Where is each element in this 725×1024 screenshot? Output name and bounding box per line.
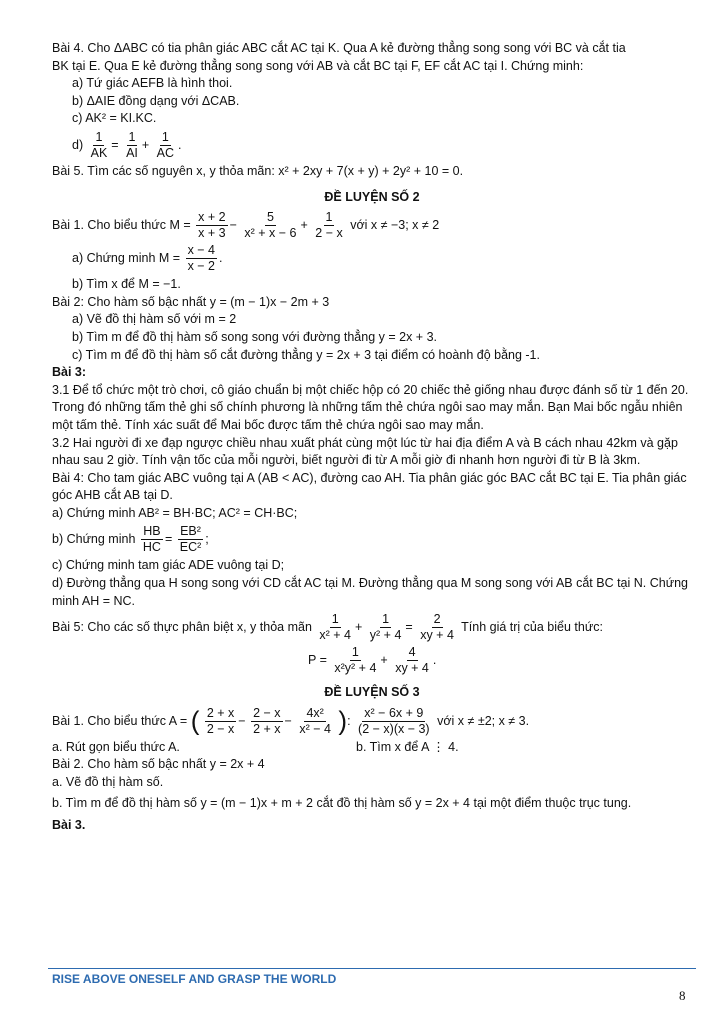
de3-bai1-parts: [52, 739, 692, 757]
fraction: [317, 612, 353, 643]
de2-bai4-a: a) Chứng minh AB² = BH·BC; AC² = CH·BC;: [52, 505, 298, 520]
numerator: 1: [325, 210, 333, 225]
numerator: 2 + x: [206, 705, 235, 720]
de2-bai3-1: 3.1 Để tổ chức một trò chơi, cô giáo chuẩn bị một chiếc hộp có 20 chiếc thẻ giống nhau được đánh số từ 1 đến 20. Trong đó những tấm thẻ ghi số chính phương là những tấm thẻ chứa ngôi sao may mắn. Bạn Mai bốc ngẫu nhiên một tấm thẻ. Tính xác suất để Mai bốc được tấm thẻ chứa ngôi sao may mắn.: [52, 382, 689, 432]
numerator: 1: [95, 129, 103, 144]
de2-b1-condition: với x ≠ −3; x ≠ 2: [350, 217, 440, 232]
bai4-d-label: d): [72, 137, 84, 152]
de3-b1-prefix: Bài 1. Cho biểu thức A =: [52, 713, 188, 728]
denominator: x² + 4: [319, 628, 352, 643]
document-body: [52, 40, 692, 835]
denominator: AK: [90, 145, 108, 160]
page-number: 8: [679, 988, 686, 1003]
de2-b5-p-prefix: P =: [308, 653, 327, 668]
denominator: EC²: [179, 540, 202, 555]
de2-bai3-2: 3.2 Hai người đi xe đạp ngược chiều nhau xuất phát cùng một lúc từ hai địa điểm A và B cách nhau 42km và gặp nhau sau 2 giờ. Tính vận tốc của mỗi người, biết người đi từ A mỗi giờ đi nhanh hơn người đi từ B là 3km.: [52, 435, 678, 468]
numerator: 1: [161, 129, 169, 144]
de2-b1-prefix: Bài 1. Cho biểu thức M =: [52, 217, 191, 232]
numerator: EB²: [180, 524, 201, 539]
de3-title: ĐỀ LUYỆN SỐ 3: [324, 685, 420, 700]
denominator: x² − 4: [299, 721, 331, 736]
fraction: [178, 524, 204, 555]
fraction: [124, 130, 140, 161]
numerator: 5: [266, 210, 274, 225]
de2-bai1-a: a) Chứng minh M = $\frac{x - 4}{x - 2}$ .: [72, 243, 223, 274]
denominator: HC: [142, 540, 161, 555]
denominator: 2 − x: [315, 226, 343, 241]
close-paren: ): [338, 705, 348, 736]
de2-b5-suffix: Tính giá trị của biểu thức:: [461, 620, 603, 635]
de3-b1-a: a. Rút gọn biểu thức A.: [52, 739, 180, 754]
numerator: 1: [331, 612, 339, 627]
de2-b1a-prefix: a) Chứng minh M =: [72, 250, 181, 265]
footer-rule: [48, 968, 696, 969]
fraction: [89, 130, 110, 161]
fraction: [205, 706, 236, 737]
fraction: [332, 645, 378, 676]
bai4-line1: Bài 4. Cho ΔABC có tia phân giác ABC cắt AC tại K. Qua A kẻ đường thẳng song song với BC và cắt tia: [52, 41, 626, 55]
numerator: x + 2: [198, 210, 226, 225]
footer-slogan: RISE ABOVE ONESELF AND GRASP THE WORLD: [52, 972, 337, 986]
bai4-part-d: d) $\frac{1}{AK}$ = $\frac{1}{AI}$ + $\frac{1}{AC}$ .: [72, 129, 182, 160]
open-paren: (: [190, 705, 200, 736]
de2-bai2-b: b) Tìm m để đồ thị hàm số song song với đường thẳng y = 2x + 3.: [72, 329, 438, 344]
de2-bai5-p: P = $\frac{1}{\text{x²y² + 4}}$ + $\frac{4}{xy + 4}$ .: [308, 645, 437, 676]
fraction: [356, 706, 432, 737]
denominator: 2 + x: [253, 721, 281, 736]
fraction: [418, 612, 456, 643]
bai4-part-a: a) Tứ giác AEFB là hình thoi.: [72, 76, 233, 91]
numerator: 4: [408, 645, 416, 660]
denominator: x² + x − 6: [244, 226, 297, 241]
fraction: [141, 524, 163, 555]
de3-b1-condition: với x ≠ ±2; x ≠ 3.: [437, 713, 530, 728]
fraction: [155, 130, 176, 161]
fraction: [196, 210, 227, 241]
bai4-part-b: b) ΔAIE đồng dạng với ΔCAB.: [72, 93, 240, 108]
denominator: xy + 4: [395, 661, 429, 676]
de2-bai2-a: a) Vẽ đồ thị hàm số với m = 2: [72, 312, 237, 327]
numerator: 1: [351, 645, 359, 660]
de2-bai2-c: c) Tìm m để đồ thị hàm số cắt đường thẳng y = 2x + 3 tại điểm có hoành độ bằng -1.: [72, 347, 540, 362]
de2-bai2: Bài 2: Cho hàm số bậc nhất y = (m − 1)x − 2m + 3: [52, 294, 330, 309]
de2-b5-prefix: Bài 5: Cho các số thực phân biệt x, y thỏa mãn: [52, 620, 312, 635]
numerator: 2: [433, 612, 441, 627]
numerator: 2 − x: [253, 705, 281, 720]
numerator: x − 4: [187, 243, 216, 258]
denominator: AC: [156, 145, 175, 160]
denominator: y² + 4: [369, 628, 402, 643]
de2-bai4-b: b) Chứng minh $\frac{HB}{HC}$ = $\frac{\text{EB²}}{\text{EC²}}$ ;: [52, 524, 209, 555]
bai4-line2: BK tại E. Qua E kẻ đường thẳng song song với AB và cắt BC tại F, EF cắt AC tại I. Chứng minh:: [52, 58, 584, 73]
bai5-text: Bài 5. Tìm các số nguyên x, y thỏa mãn: x² + 2xy + 7(x + y) + 2y² + 10 = 0.: [52, 163, 464, 178]
fraction: [242, 210, 298, 241]
de2-bai4-d: d) Đường thẳng qua H song song với CD cắt AC tại M. Đường thẳng qua M song song với AB cắt BC tại N. Chứng minh AH = NC.: [52, 576, 688, 608]
bai4-part-c: c) AK² = KI.KC.: [72, 111, 157, 126]
numerator: x² − 6x + 9: [364, 705, 424, 720]
de2-bai1: Bài 1. Cho biểu thức M = $\frac{x + 2}{x + 3}$ − $\frac{5}{\text{x² + x − 6}}$ + $\frac{1}{2 - x}$ với x ≠ −3; x ≠ 2: [52, 210, 440, 241]
de3-bai1: Bài 1. Cho biểu thức A = ( $\frac{2 + x}{2 - x}$ − $\frac{2 - x}{2 + x}$ − $\frac{\text{4x²}}{\text{x² − 4}}$ ): $\frac{\text{x² − 6x + 9}}{(2 - x)(x - 3)}$ với x ≠ ±2; x ≠ 3.: [52, 705, 530, 736]
fraction: [297, 706, 333, 737]
numerator: 4x²: [306, 705, 324, 720]
de2-bai4-c: c) Chứng minh tam giác ADE vuông tại D;: [52, 558, 285, 573]
fraction: [393, 645, 431, 676]
de2-title: ĐỀ LUYỆN SỐ 2: [324, 189, 420, 204]
denominator: (2 − x)(x − 3): [358, 721, 430, 736]
fraction: [251, 706, 282, 737]
de2-bai3: Bài 3:: [52, 365, 87, 380]
denominator: x²y² + 4: [334, 661, 377, 676]
de2-b4b-prefix: b) Chứng minh: [52, 532, 136, 547]
de3-bai2: Bài 2. Cho hàm số bậc nhất y = 2x + 4: [52, 757, 265, 772]
denominator: AI: [126, 145, 138, 160]
de3-b1-b: b. Tìm x để A ⋮ 4.: [356, 739, 459, 754]
fraction: [368, 612, 404, 643]
denominator: 2 − x: [206, 721, 235, 736]
de2-bai4: Bài 4: Cho tam giác ABC vuông tại A (AB < AC), đường cao AH. Tia phân giác góc BAC cắt BC tại E. Tia phân giác góc AHB cắt AB tại D.: [52, 470, 687, 503]
de2-bai1-b: b) Tìm x để M = −1.: [72, 277, 181, 292]
de2-bai5: Bài 5: Cho các số thực phân biệt x, y thỏa mãn $\frac{1}{\text{x² + 4}}$ + $\frac{1}{\text{y² + 4}}$ = $\frac{2}{xy + 4}$ Tính giá trị của biểu thức:: [52, 612, 603, 643]
numerator: 1: [382, 612, 390, 627]
numerator: 1: [128, 129, 136, 144]
de3-bai2-b: b. Tìm m để đồ thị hàm số y = (m − 1)x + m + 2 cắt đồ thị hàm số y = 2x + 4 tại một điểm thuộc trục tung.: [52, 795, 632, 810]
fraction: [186, 243, 217, 274]
denominator: xy + 4: [420, 628, 454, 643]
denominator: x + 3: [198, 226, 226, 241]
de3-bai3: Bài 3.: [52, 818, 86, 833]
denominator: x − 2: [187, 259, 216, 274]
de3-bai2-a: a. Vẽ đồ thị hàm số.: [52, 775, 164, 790]
numerator: HB: [143, 524, 161, 539]
fraction: [313, 210, 344, 241]
